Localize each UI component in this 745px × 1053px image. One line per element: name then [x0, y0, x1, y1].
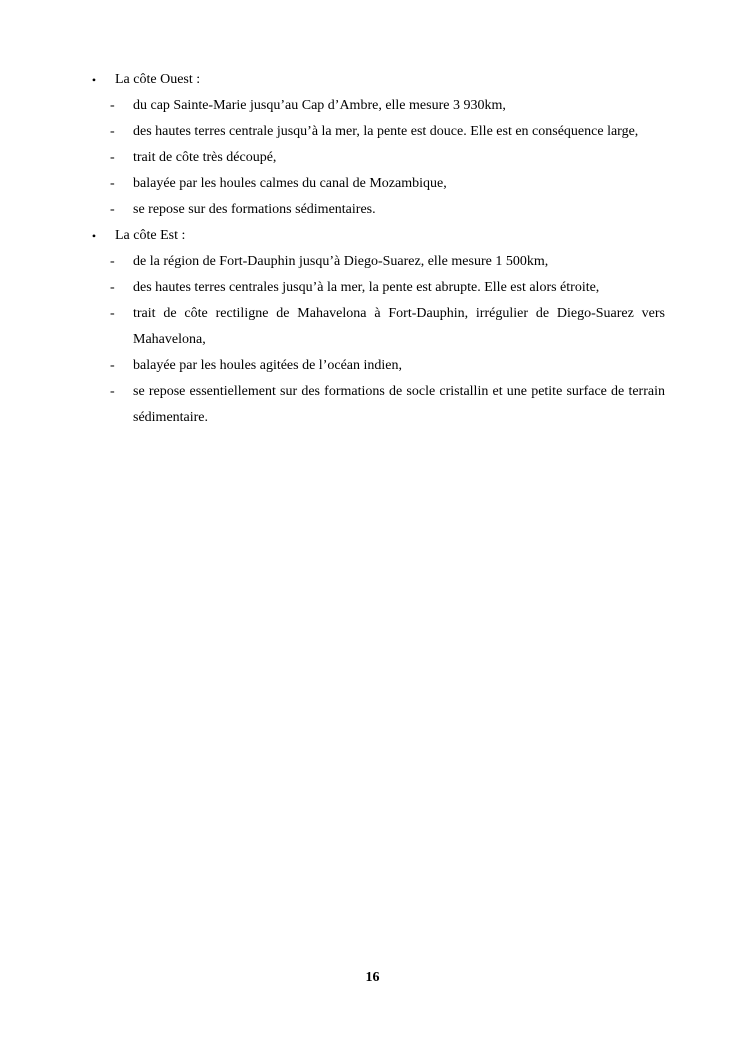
sub-list: [85, 249, 665, 431]
dash-marker: -: [110, 124, 115, 139]
dash-marker: -: [110, 150, 115, 165]
list-item: [85, 301, 665, 353]
section-cote-ouest: [85, 67, 665, 223]
list-item-text: balayée par les houles agitées de l’océan indien,: [133, 358, 402, 373]
list-item: [85, 353, 665, 379]
list-item-text: trait de côte rectiligne de Mahavelona à Fort-Dauphin, irrégulier de Diego-Suarez vers Mahavelona,: [133, 306, 665, 347]
list-item-text: trait de côte très découpé,: [133, 150, 277, 165]
list-item-text: des hautes terres centrales jusqu’à la mer, la pente est abrupte. Elle est alors étroite,: [133, 280, 600, 295]
list-item: [85, 197, 665, 223]
section-heading: La côte Est :: [115, 228, 186, 243]
dash-marker: -: [110, 202, 115, 217]
dash-marker: -: [110, 176, 115, 191]
list-item: [85, 145, 665, 171]
list-item: [85, 171, 665, 197]
list-item-text: balayée par les houles calmes du canal de Mozambique,: [133, 176, 447, 191]
section-heading-row: [85, 223, 665, 249]
bullet-icon: •: [91, 73, 97, 87]
dash-marker: -: [110, 280, 115, 295]
bullet-icon: •: [91, 229, 97, 243]
document-body: [85, 67, 665, 431]
list-item: [85, 249, 665, 275]
page-number: 16: [365, 970, 380, 985]
dash-marker: -: [110, 358, 115, 373]
list-item: [85, 93, 665, 119]
list-item-text: des hautes terres centrale jusqu’à la mer, la pente est douce. Elle est en conséquence large,: [133, 124, 639, 139]
list-item: [85, 275, 665, 301]
list-item: [85, 379, 665, 431]
dash-marker: -: [110, 254, 115, 269]
section-cote-est: [85, 223, 665, 431]
sub-list: [85, 93, 665, 223]
list-item-text: se repose sur des formations sédimentaires.: [133, 202, 376, 217]
section-heading: La côte Ouest :: [115, 72, 201, 87]
section-heading-row: [85, 67, 665, 93]
list-item-text: du cap Sainte-Marie jusqu’au Cap d’Ambre, elle mesure 3 930km,: [133, 98, 506, 113]
dash-marker: -: [110, 98, 115, 113]
dash-marker: -: [110, 306, 115, 321]
dash-marker: -: [110, 384, 115, 399]
list-item: [85, 119, 665, 145]
list-item-text: de la région de Fort-Dauphin jusqu’à Diego-Suarez, elle mesure 1 500km,: [133, 254, 549, 269]
list-item-text: se repose essentiellement sur des formations de socle cristallin et une petite surface de terrain sédimentaire.: [133, 384, 665, 425]
